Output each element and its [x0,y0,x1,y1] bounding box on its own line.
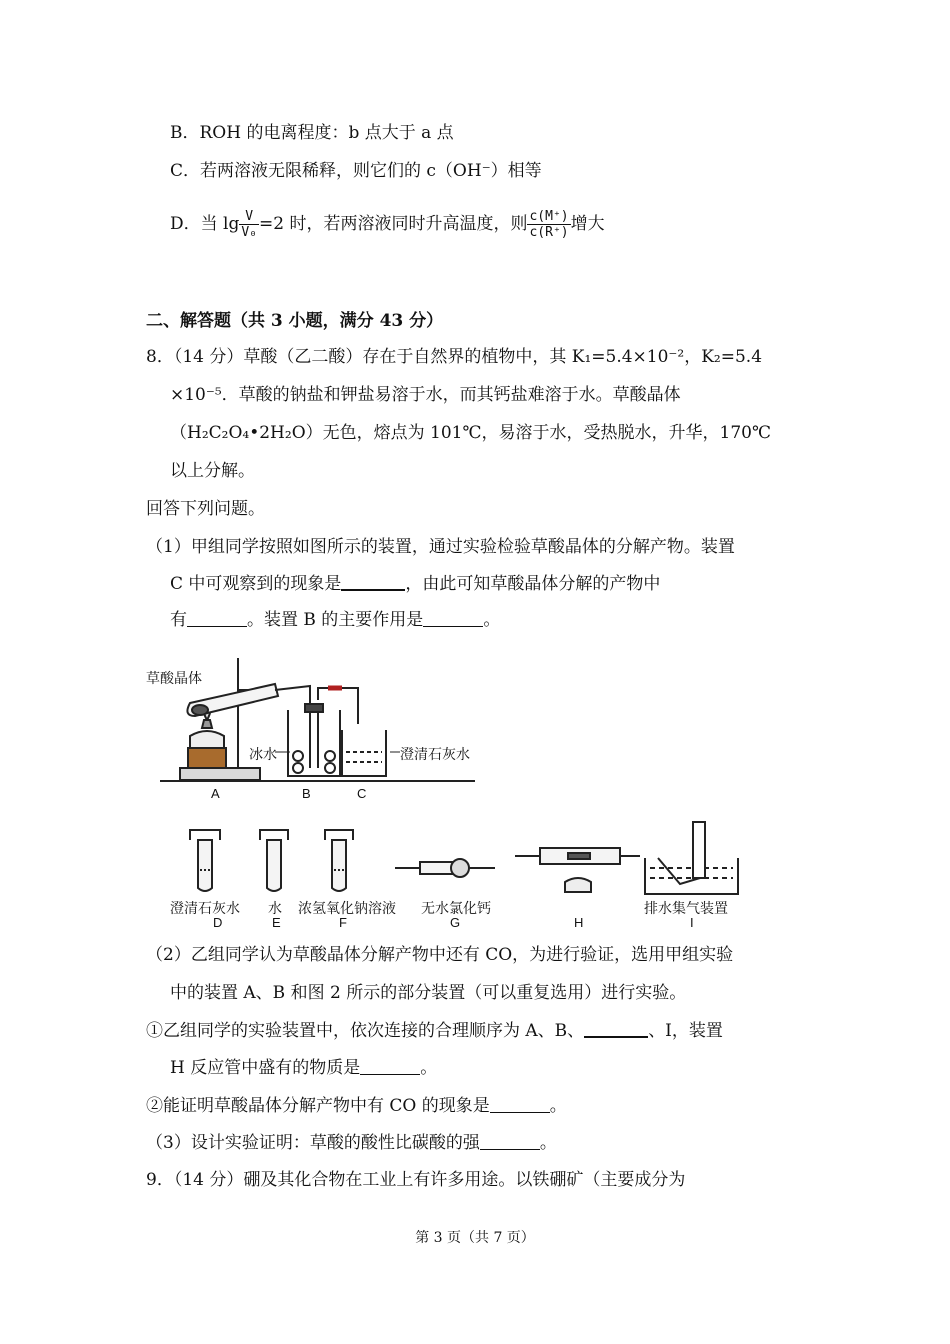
text-segment: ①乙组同学的实验装置中，依次连接的合理顺序为 A、B、 [146,1021,585,1041]
text-segment: C 中可观察到的现象是 [170,574,342,594]
text-segment: 。 [539,1133,557,1153]
q8-part2-sub1-line2 [170,1056,437,1080]
label-g-cacl2: 无水氯化钙 [421,901,491,917]
option-b: B．ROH 的电离程度：b 点大于 a 点 [170,123,454,143]
label-i-gas-collection: 排水集气装置 [644,901,728,917]
q8-line2: ×10⁻⁵．草酸的钠盐和钾盐易溶于水，而其钙盐难溶于水。草酸晶体 [170,385,681,405]
letter-i: I [690,915,694,930]
label-f-naoh: 浓氢氧化钠溶液 [298,901,396,917]
text-segment: ，由此可知草酸晶体分解的产物中 [405,574,661,594]
fraction-denominator: V₀ [241,225,258,240]
section-title: 二、解答题（共 3 小题，满分 43 分） [146,311,444,331]
letter-d: D [213,915,223,930]
q8-line3: （H₂C₂O₄•2H₂O）无色，熔点为 101℃，易溶于水，受热脱水，升华，170℃ [170,423,771,443]
text-segment: 。 [483,610,501,630]
text-segment: 。 [420,1058,438,1078]
fraction-v-over-v0 [239,209,259,240]
letter-e: E [272,915,281,930]
fraction-numerator: V [239,209,259,225]
q8-part1-line2 [170,571,660,596]
answer-blank[interactable] [341,571,405,591]
label-d-limewater: 澄清石灰水 [170,901,240,917]
label-ice-water: 冰水 [249,747,277,763]
letter-a: A [211,786,220,801]
q8-part2-sub2 [146,1094,567,1118]
text-segment: 。装置 B 的主要作用是 [247,610,424,630]
q9-line1: 9．（14 分）硼及其化合物在工业上有许多用途。以铁硼矿（主要成分为 [146,1170,686,1190]
label-oxalic-crystal: 草酸晶体 [146,671,202,687]
letter-b: B [302,786,311,801]
letter-f: F [339,915,347,930]
text-segment: ②能证明草酸晶体分解产物中有 CO 的现象是 [146,1096,490,1116]
label-e-water: 水 [268,901,282,917]
text-segment: （3）设计实验证明：草酸的酸性比碳酸的强 [146,1133,480,1153]
q8-line4: 以上分解。 [170,461,255,481]
answer-blank[interactable] [480,1131,540,1150]
answer-blank[interactable] [584,1018,648,1038]
answer-blank[interactable] [423,608,483,627]
figure-2-drawing [170,818,770,898]
answer-blank[interactable] [187,608,247,627]
text-segment: 、I，装置 [648,1021,723,1041]
answer-blank[interactable] [490,1094,550,1113]
q8-line1: 8．（14 分）草酸（乙二酸）存在于自然界的植物中，其 K₁=5.4×10⁻²，K₂=5.4 [146,347,763,367]
q8-part2-sub1-line1 [146,1018,723,1043]
q8-part1-line3 [170,608,500,632]
option-d-middle: =2 时，若两溶液同时升高温度，则 [259,214,528,234]
text-segment: 有 [170,610,187,630]
answer-blank[interactable] [360,1056,420,1075]
option-d-suffix: 增大 [570,214,605,234]
q8-prompt: 回答下列问题。 [146,499,265,519]
fraction-cm-over-cr [527,209,570,240]
label-limewater: 澄清石灰水 [400,747,470,763]
q8-part3 [146,1131,557,1155]
text-segment: 。 [549,1096,567,1116]
letter-h: H [574,915,584,930]
fraction-numerator: c(M⁺) [529,209,569,224]
q8-part1-line1: （1）甲组同学按照如图所示的装置，通过实验检验草酸晶体的分解产物。装置 [146,537,735,557]
fraction-denominator: c(R⁺) [529,225,569,240]
q8-part2-line1: （2）乙组同学认为草酸晶体分解产物中还有 CO，为进行验证，选用甲组实验 [146,945,734,965]
option-d [170,206,605,242]
letter-g: G [450,915,461,930]
text-segment: H 反应管中盛有的物质是 [170,1058,361,1078]
letter-c: C [357,786,367,801]
page-footer: 第 3 页（共 7 页） [415,1230,535,1246]
option-d-prefix: D．当 lg [170,214,240,234]
option-c: C．若两溶液无限稀释，则它们的 c（OH⁻）相等 [170,161,542,181]
q8-part2-line2: 中的装置 A、B 和图 2 所示的部分装置（可以重复选用）进行实验。 [170,983,687,1003]
